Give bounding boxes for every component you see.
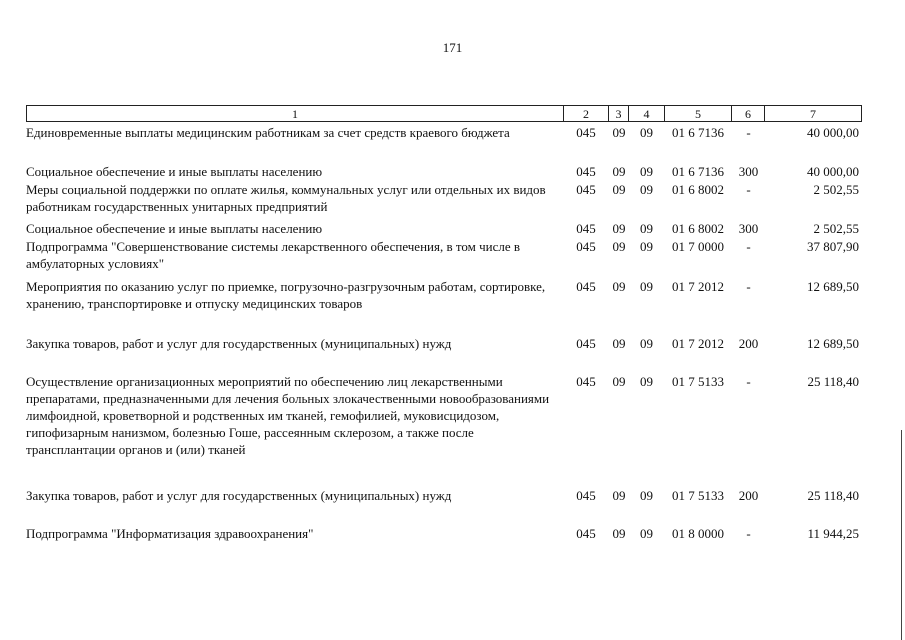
header-col-6: 6	[732, 105, 765, 122]
header-col-4: 4	[629, 105, 665, 122]
row-col-6: -	[746, 239, 751, 254]
row-col-6: -	[746, 125, 751, 140]
row-col-5: 01 6 7136	[672, 164, 724, 179]
row-col-5: 01 6 7136	[672, 125, 724, 140]
row-col-3: 09	[612, 164, 626, 179]
row-description: Закупка товаров, работ и услуг для государственных (муниципальных) нужд	[26, 336, 452, 351]
row-col-6: -	[746, 182, 751, 197]
row-col-4: 09	[640, 182, 653, 197]
row-col-5: 01 7 2012	[672, 279, 724, 294]
row-col-3: 09	[612, 221, 626, 236]
header-col-3: 3	[609, 105, 629, 122]
row-col-4: 09	[640, 488, 653, 503]
row-col-3: 09	[612, 239, 626, 254]
row-col-7: 40 000,00	[807, 164, 859, 179]
row-col-2: 045	[576, 488, 596, 503]
row-col-6: 300	[738, 164, 759, 179]
row-col-2: 045	[576, 125, 596, 140]
row-col-4: 09	[640, 164, 653, 179]
row-col-7: 12 689,50	[807, 336, 859, 351]
row-col-6: 200	[738, 336, 759, 351]
row-col-5: 01 7 5133	[672, 488, 724, 503]
row-col-3: 09	[612, 488, 626, 503]
header-col-1: 1	[26, 105, 564, 122]
row-col-6: 200	[738, 488, 759, 503]
row-col-4: 09	[640, 125, 653, 140]
row-col-2: 045	[576, 182, 596, 197]
row-col-7: 11 944,25	[807, 526, 859, 541]
row-col-4: 09	[640, 336, 653, 351]
page-number: 171	[442, 40, 463, 55]
row-col-2: 045	[576, 374, 596, 389]
row-col-3: 09	[612, 279, 626, 294]
row-col-7: 25 118,40	[807, 488, 859, 503]
row-description: Социальное обеспечение и иные выплаты населению	[26, 221, 323, 236]
table-header	[26, 105, 862, 122]
row-col-7: 12 689,50	[807, 279, 859, 294]
row-description: Подпрограмма "Совершенствование системы лекарственного обеспечения, в том числе в амбулаторных условиях"	[26, 239, 520, 271]
row-col-3: 09	[612, 182, 626, 197]
row-description: Подпрограмма "Информатизация здравоохранения"	[26, 526, 314, 541]
row-col-2: 045	[576, 239, 596, 254]
row-col-2: 045	[576, 336, 596, 351]
row-description: Социальное обеспечение и иные выплаты населению	[26, 164, 323, 179]
header-col-5: 5	[665, 105, 732, 122]
row-col-4: 09	[640, 374, 653, 389]
row-col-2: 045	[576, 279, 596, 294]
row-description: Единовременные выплаты медицинским работникам за счет средств краевого бюджета	[26, 125, 510, 140]
row-col-5: 01 6 8002	[672, 182, 724, 197]
header-col-2: 2	[564, 105, 609, 122]
row-col-7: 40 000,00	[807, 125, 859, 140]
row-col-5: 01 7 2012	[672, 336, 724, 351]
row-col-6: -	[746, 374, 751, 389]
row-col-4: 09	[640, 526, 653, 541]
row-col-3: 09	[612, 374, 626, 389]
row-description: Закупка товаров, работ и услуг для государственных (муниципальных) нужд	[26, 488, 452, 503]
row-col-6: -	[746, 279, 751, 294]
row-col-3: 09	[612, 125, 626, 140]
row-col-3: 09	[612, 526, 626, 541]
row-col-4: 09	[640, 279, 653, 294]
row-col-6: 300	[738, 221, 759, 236]
row-col-3: 09	[612, 336, 626, 351]
row-col-7: 2 502,55	[813, 221, 859, 236]
row-col-4: 09	[640, 239, 653, 254]
row-col-4: 09	[640, 221, 653, 236]
row-col-6: -	[746, 526, 751, 541]
row-col-2: 045	[576, 164, 596, 179]
row-col-2: 045	[576, 221, 596, 236]
row-description: Осуществление организационных мероприятий по обеспечению лиц лекарственными препаратами, предназначенными для лечения больных злокачественными новообразованиями лимфоидной, кроветворной и родственных им тканей, гемофилией, муковисцидозом, гипофизарным нанизмом, болезнью Гоше, рассеянным склерозом, а также после трансплантации органов и (или) тканей	[26, 374, 550, 457]
row-col-5: 01 7 5133	[672, 374, 724, 389]
row-col-5: 01 7 0000	[672, 239, 724, 254]
row-col-5: 01 8 0000	[672, 526, 724, 541]
row-col-7: 2 502,55	[813, 182, 859, 197]
scan-edge-line	[901, 430, 902, 640]
row-col-2: 045	[576, 526, 596, 541]
row-col-7: 25 118,40	[807, 374, 859, 389]
row-description: Меры социальной поддержки по оплате жилья, коммунальных услуг или отдельных их видов работникам государственных унитарных предприятий	[26, 182, 546, 214]
row-col-5: 01 6 8002	[672, 221, 724, 236]
row-col-7: 37 807,90	[807, 239, 859, 254]
header-col-7: 7	[765, 105, 862, 122]
row-description: Мероприятия по оказанию услуг по приемке, погрузочно-разгрузочным работам, сортировке, хранению, транспортировке и отпуску медицинских товаров	[26, 279, 546, 311]
